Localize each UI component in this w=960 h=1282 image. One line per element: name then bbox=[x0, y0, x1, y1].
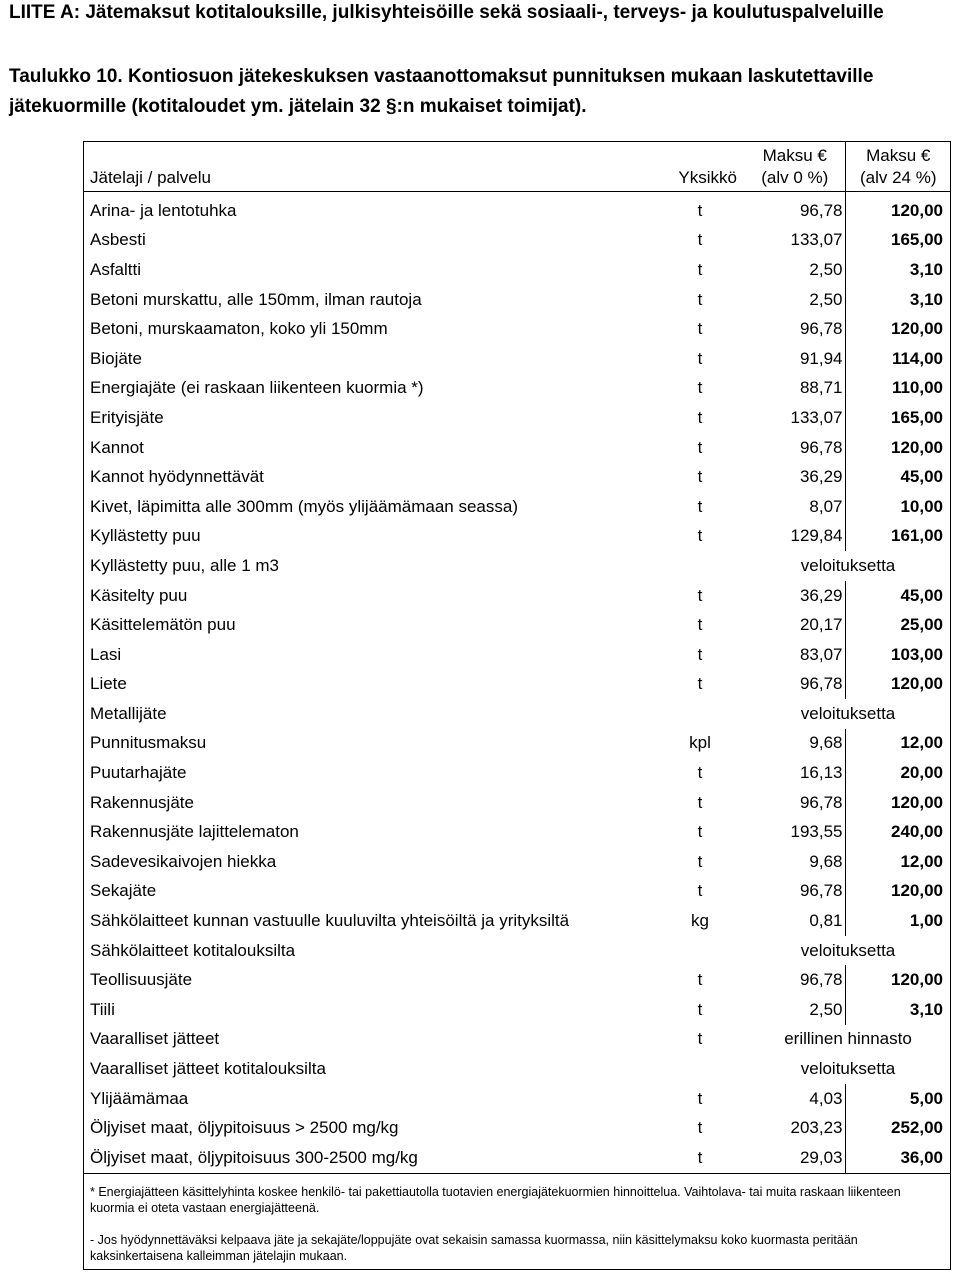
fee-vat24-cell: 3,10 bbox=[845, 255, 951, 285]
unit-cell bbox=[655, 936, 745, 966]
fee-vat0-cell: 133,07 bbox=[790, 230, 843, 250]
fee-vat0-cell: 133,07 bbox=[790, 407, 843, 427]
column-header-waste-type: Jätelaji / palvelu bbox=[90, 168, 211, 187]
column-header-fee-vat24 bbox=[845, 141, 951, 192]
fee-vat0-cell: 36,29 bbox=[799, 585, 843, 605]
fee-vat0-cell: 2,50 bbox=[809, 259, 843, 279]
fee-vat24-cell: 3,10 bbox=[845, 285, 951, 315]
unit-cell bbox=[655, 1054, 745, 1084]
fee-vat0-cell: 83,07 bbox=[799, 644, 843, 664]
fee-vat0-cell: 96,78 bbox=[799, 200, 843, 220]
waste-type-cell: Liete bbox=[90, 674, 127, 694]
table-row bbox=[83, 817, 951, 847]
waste-type-cell: Asbesti bbox=[90, 230, 146, 250]
waste-type-cell: Käsitelty puu bbox=[90, 585, 188, 605]
waste-type-cell: Vaaralliset jätteet bbox=[90, 1029, 220, 1049]
waste-type-cell: Teollisuusjäte bbox=[90, 970, 193, 990]
fee-vat24-cell: 10,00 bbox=[845, 492, 951, 522]
unit-cell: t bbox=[697, 437, 703, 457]
table-row bbox=[83, 670, 951, 700]
table-caption: Taulukko 10. Kontiosuon jätekeskuksen vastaanottomaksut punnituksen mukaan laskutettaville bbox=[9, 66, 874, 87]
fee-vat0-cell: 36,29 bbox=[799, 467, 843, 487]
table-row bbox=[83, 1054, 951, 1084]
table-row bbox=[83, 758, 951, 788]
fee-vat0-cell: 20,17 bbox=[799, 615, 843, 635]
fee-vat0-cell: 96,78 bbox=[799, 437, 843, 457]
column-header-fee-vat0 bbox=[745, 141, 845, 192]
unit-cell: kpl bbox=[689, 733, 711, 753]
waste-type-cell: Arina- ja lentotuhka bbox=[90, 200, 237, 220]
unit-cell: t bbox=[697, 615, 703, 635]
table-row bbox=[83, 877, 951, 907]
fee-vat24-cell: 45,00 bbox=[845, 581, 951, 611]
unit-cell bbox=[655, 551, 745, 581]
table-row bbox=[83, 581, 951, 611]
table-row bbox=[83, 1143, 951, 1173]
waste-type-cell: Ylijäämämaa bbox=[90, 1088, 189, 1108]
fee-vat24-cell: 36,00 bbox=[845, 1143, 951, 1173]
waste-type-cell: Rakennusjäte lajittelematon bbox=[90, 822, 299, 842]
fee-vat24-cell: 120,00 bbox=[845, 433, 951, 463]
waste-type-cell: Öljyiset maat, öljypitoisuus 300-2500 mg/kg bbox=[90, 1147, 418, 1167]
table-row bbox=[83, 492, 951, 522]
table-row bbox=[83, 906, 951, 936]
fee-vat0-cell: 203,23 bbox=[790, 1118, 843, 1138]
table-row bbox=[83, 699, 951, 729]
fee-vat0-rate: (alv 0 %) bbox=[761, 168, 829, 187]
fee-vat0-cell: 96,78 bbox=[799, 881, 843, 901]
table-caption-continued: jätekuormille (kotitaloudet ym. jätelain 32 §:n mukaiset toimijat). bbox=[9, 96, 587, 117]
fee-vat24-cell: 103,00 bbox=[845, 640, 951, 670]
waste-type-cell: Sähkölaitteet kunnan vastuulle kuuluvilta yhteisöiltä ja yrityksiltä bbox=[90, 911, 570, 931]
fee-vat0-cell: 96,78 bbox=[799, 674, 843, 694]
unit-cell: t bbox=[697, 496, 703, 516]
appendix-title: LIITE A: Jätemaksut kotitalouksille, julkisyhteisöille sekä sosiaali-, terveys- ja koulutuspalveluille bbox=[9, 2, 884, 23]
fee-note-cell: erillinen hinnasto bbox=[784, 1029, 912, 1049]
fee-vat0-cell: 2,50 bbox=[809, 289, 843, 309]
unit-cell: t bbox=[697, 200, 703, 220]
waste-type-cell: Tiili bbox=[90, 999, 115, 1019]
table-header-row bbox=[83, 141, 951, 192]
unit-cell: t bbox=[697, 526, 703, 546]
waste-type-cell: Erityisjäte bbox=[90, 407, 164, 427]
fee-note-cell: veloituksetta bbox=[800, 940, 896, 960]
unit-cell: t bbox=[697, 763, 703, 783]
fee-vat24-rate: (alv 24 %) bbox=[859, 168, 937, 187]
table-row bbox=[83, 255, 951, 285]
fee-note-cell: veloituksetta bbox=[800, 703, 896, 723]
fee-vat24-cell: 165,00 bbox=[845, 226, 951, 256]
fee-vat24-cell: 5,00 bbox=[845, 1084, 951, 1114]
waste-type-cell: Energiajäte (ei raskaan liikenteen kuormia *) bbox=[90, 378, 424, 398]
waste-type-cell: Metallijäte bbox=[90, 703, 167, 723]
fee-vat24-cell: 12,00 bbox=[845, 847, 951, 877]
fee-vat24-cell: 110,00 bbox=[845, 374, 951, 404]
waste-type-cell: Asfaltti bbox=[90, 259, 142, 279]
fee-vat0-cell: 96,78 bbox=[799, 792, 843, 812]
fee-vat24-cell: 25,00 bbox=[845, 610, 951, 640]
table-row bbox=[83, 610, 951, 640]
fee-vat24-cell: 114,00 bbox=[845, 344, 951, 374]
fee-vat24-cell: 20,00 bbox=[845, 758, 951, 788]
table-row bbox=[83, 226, 951, 256]
fee-vat24-label: Maksu € bbox=[866, 146, 931, 165]
fee-vat24-cell: 3,10 bbox=[845, 995, 951, 1025]
fee-vat0-cell: 193,55 bbox=[790, 822, 843, 842]
fee-vat24-cell: 120,00 bbox=[845, 877, 951, 907]
unit-cell: t bbox=[697, 348, 703, 368]
fee-vat0-cell: 96,78 bbox=[799, 319, 843, 339]
table-row bbox=[83, 314, 951, 344]
waste-type-cell: Kyllästetty puu, alle 1 m3 bbox=[90, 555, 279, 575]
fee-vat0-cell: 4,03 bbox=[809, 1088, 843, 1108]
table-row bbox=[83, 403, 951, 433]
table-row bbox=[83, 1025, 951, 1055]
fee-vat24-cell: 12,00 bbox=[845, 729, 951, 759]
waste-type-cell: Punnitusmaksu bbox=[90, 733, 207, 753]
footnotes bbox=[83, 1173, 951, 1264]
table-row bbox=[83, 788, 951, 818]
unit-cell: t bbox=[697, 1147, 703, 1167]
table-row bbox=[83, 462, 951, 492]
table-row bbox=[83, 374, 951, 404]
fee-vat0-cell: 29,03 bbox=[799, 1147, 843, 1167]
unit-cell: t bbox=[697, 851, 703, 871]
unit-cell: t bbox=[697, 319, 703, 339]
fee-vat24-cell: 120,00 bbox=[845, 192, 951, 226]
waste-type-cell: Puutarhajäte bbox=[90, 763, 187, 783]
waste-type-cell: Kannot bbox=[90, 437, 144, 457]
fee-vat24-cell: 1,00 bbox=[845, 906, 951, 936]
waste-type-cell: Kannot hyödynnettävät bbox=[90, 467, 264, 487]
table-row bbox=[83, 551, 951, 581]
waste-type-cell: Kyllästetty puu bbox=[90, 526, 201, 546]
fee-vat24-cell: 120,00 bbox=[845, 788, 951, 818]
table-row bbox=[83, 847, 951, 877]
unit-cell: t bbox=[697, 230, 703, 250]
table-row bbox=[83, 640, 951, 670]
fee-note-cell: veloituksetta bbox=[800, 1059, 896, 1079]
fee-vat0-cell: 129,84 bbox=[790, 526, 843, 546]
fee-vat0-cell: 96,78 bbox=[799, 970, 843, 990]
waste-type-cell: Biojäte bbox=[90, 348, 142, 368]
fee-vat0-cell: 91,94 bbox=[799, 348, 843, 368]
fee-vat0-cell: 9,68 bbox=[809, 851, 843, 871]
waste-type-cell: Kivet, läpimitta alle 300mm (myös ylijäämämaan seassa) bbox=[90, 496, 518, 516]
fee-vat24-cell: 120,00 bbox=[845, 965, 951, 995]
unit-cell: t bbox=[697, 585, 703, 605]
fee-vat24-cell: 252,00 bbox=[845, 1113, 951, 1143]
table-row bbox=[83, 965, 951, 995]
fee-vat24-cell: 165,00 bbox=[845, 403, 951, 433]
unit-cell: t bbox=[697, 259, 703, 279]
unit-cell: t bbox=[697, 644, 703, 664]
fee-vat0-cell: 2,50 bbox=[809, 999, 843, 1019]
unit-cell: t bbox=[697, 881, 703, 901]
unit-cell: t bbox=[697, 674, 703, 694]
mixed-load-footnote: - Jos hyödynnettäväksi kelpaava jäte ja sekajäte/loppujäte ovat sekaisin samassa kuormassa, niin käsittelymaksu koko kuormasta peritään kaksinkertaisena kalleimman jätelajin mukaan. bbox=[90, 1233, 858, 1263]
fee-note-cell: veloituksetta bbox=[800, 555, 896, 575]
waste-type-cell: Rakennusjäte bbox=[90, 792, 194, 812]
unit-cell bbox=[655, 699, 745, 729]
unit-cell: t bbox=[697, 1118, 703, 1138]
fee-vat24-cell: 240,00 bbox=[845, 817, 951, 847]
fee-vat0-cell: 9,68 bbox=[809, 733, 843, 753]
waste-type-cell: Betoni, murskaamaton, koko yli 150mm bbox=[90, 319, 388, 339]
unit-cell: t bbox=[697, 378, 703, 398]
waste-type-cell: Öljyiset maat, öljypitoisuus > 2500 mg/kg bbox=[90, 1118, 399, 1138]
waste-type-cell: Sekajäte bbox=[90, 881, 157, 901]
waste-type-cell: Lasi bbox=[90, 644, 122, 664]
waste-type-cell: Sähkölaitteet kotitalouksilta bbox=[90, 940, 296, 960]
fee-vat24-cell: 120,00 bbox=[845, 314, 951, 344]
unit-cell: t bbox=[697, 1029, 703, 1049]
table-row bbox=[83, 1084, 951, 1114]
unit-cell: t bbox=[697, 289, 703, 309]
unit-cell: t bbox=[697, 970, 703, 990]
table-row bbox=[83, 285, 951, 315]
unit-cell: t bbox=[697, 407, 703, 427]
fee-vat0-cell: 0,81 bbox=[809, 911, 843, 931]
table-row bbox=[83, 192, 951, 226]
fee-vat24-cell: 45,00 bbox=[845, 462, 951, 492]
column-header-unit: Yksikkö bbox=[678, 168, 737, 187]
table-row bbox=[83, 1113, 951, 1143]
table-row bbox=[83, 729, 951, 759]
unit-cell: t bbox=[697, 792, 703, 812]
fee-vat0-cell: 16,13 bbox=[799, 763, 843, 783]
waste-type-cell: Käsittelemätön puu bbox=[90, 615, 236, 635]
unit-cell: t bbox=[697, 822, 703, 842]
table-row bbox=[83, 936, 951, 966]
fee-vat24-cell: 161,00 bbox=[845, 522, 951, 552]
fee-vat0-cell: 8,07 bbox=[809, 496, 843, 516]
fee-vat0-cell: 88,71 bbox=[799, 378, 843, 398]
fee-vat0-label: Maksu € bbox=[762, 146, 827, 165]
table-row bbox=[83, 522, 951, 552]
waste-type-cell: Vaaralliset jätteet kotitalouksilta bbox=[90, 1059, 326, 1079]
table-body bbox=[83, 192, 951, 1173]
unit-cell: t bbox=[697, 467, 703, 487]
waste-type-cell: Sadevesikaivojen hiekka bbox=[90, 851, 277, 871]
table-row bbox=[83, 995, 951, 1025]
unit-cell: t bbox=[697, 1088, 703, 1108]
fee-vat24-cell: 120,00 bbox=[845, 670, 951, 700]
waste-fee-table bbox=[83, 141, 951, 1173]
energy-waste-footnote: * Energiajätteen käsittelyhinta koskee henkilö- tai pakettiautolla tuotavien energiajätekuormien hinnoittelua. Vaihtolava- tai muita raskaan liikenteen kuormia ei oteta vastaan energiajätteenä. bbox=[90, 1185, 901, 1215]
table-row bbox=[83, 344, 951, 374]
table-row bbox=[83, 433, 951, 463]
unit-cell: t bbox=[697, 999, 703, 1019]
unit-cell: kg bbox=[691, 911, 709, 931]
waste-type-cell: Betoni murskattu, alle 150mm, ilman rautoja bbox=[90, 289, 422, 309]
